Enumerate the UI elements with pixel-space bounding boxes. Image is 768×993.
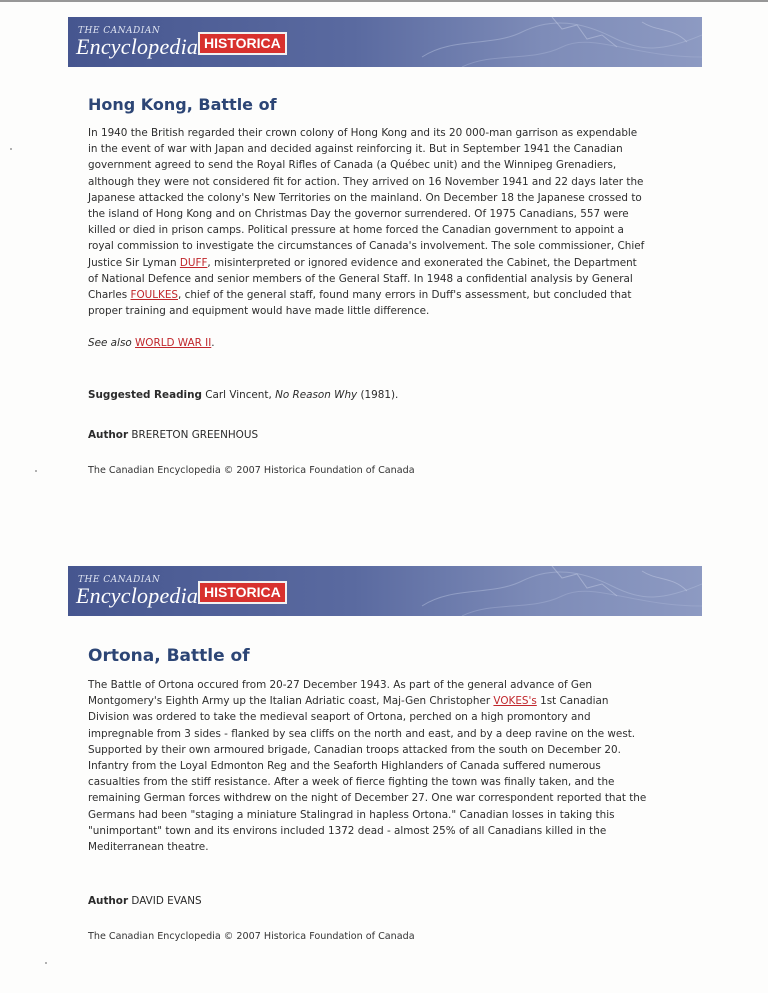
article-title: Hong Kong, Battle of xyxy=(88,95,277,114)
link-world-war-ii[interactable]: WORLD WAR II xyxy=(135,337,212,350)
brand-logo-text: Encyclopedia xyxy=(76,34,199,59)
body-text: The Battle of Ortona occured from 20-27 December 1943. As part of the general advance of Gen Montgomery's Eighth Army up the Italian Adriatic coast, Maj-Gen Christopher xyxy=(88,679,592,708)
reading-author: Carl Vincent, xyxy=(205,389,272,402)
suggested-reading xyxy=(88,387,648,403)
see-also-label: See also xyxy=(88,337,132,350)
brand-small-text: THE CANADIAN xyxy=(78,26,161,36)
author-line xyxy=(88,427,648,443)
author-line xyxy=(88,893,648,909)
article-body xyxy=(88,125,648,319)
reading-year: (1981). xyxy=(360,389,399,402)
body-text: 1st Canadian Division was ordered to take the medieval seaport of Ortona, perched on a high promontory and impregnable from 3 sides - flanked by sea cliffs on the north and east, and by a deep ravine on the west. Supported by their own armoured brigade, Canadian troops attacked from the south on December 20. Infantry from the Loyal Edmonton Reg and the Seaforth Highlanders of Canada suffered numerous casualties from the stiff resistance. After a week of fierce fighting the town was finally taken, and the remaining German forces withdrew on the night of December 27. One war correspondent reported that the Germans had been "staging a miniature Stalingrad in hapless Ortona." Canadian losses in taking this "unimportant" town and its environs included 1372 dead - almost 25% of all Canadians killed in the Mediterranean theatre. xyxy=(88,695,647,854)
punctuation: . xyxy=(211,337,215,350)
world-map-graphic xyxy=(402,17,702,67)
suggested-reading-label: Suggested Reading xyxy=(88,389,202,402)
scan-speck xyxy=(35,470,37,472)
body-text: , misinterpreted or ignored evidence and exonerated the Cabinet, the Department of National Defence and senior members of the General Staff. In 1948 a confidential analysis by General Charles xyxy=(88,256,637,302)
article-ortona xyxy=(88,646,648,942)
link-vokes[interactable]: VOKES's xyxy=(493,695,537,708)
see-also-line xyxy=(88,335,648,351)
author-name: BRERETON GREENHOUS xyxy=(131,429,259,442)
reading-title: No Reason Why xyxy=(275,389,358,402)
body-text: In 1940 the British regarded their crown colony of Hong Kong and its 20 000-man garrison as expendable in the event of war with Japan and decided against reinforcing it. But in September 1941 the Canadian government agreed to send the Royal Rifles of Canada (a Québec unit) and the Winnipeg Grenadiers, although they were not considered fit for action. They arrived on 16 November 1941 and 22 days later the Japanese attacked the colony's New Territories on the mainland. On December 18 the Japanese crossed to the island of Hong Kong and on Christmas Day the governor surrendered. Of 1975 Canadians, 557 were killed or died in prison camps. Political pressure at home forced the Canadian government to appoint a royal commission to investigate the circumstances of Canada's involvement. The sole commissioner, Chief Justice Sir Lyman xyxy=(88,127,645,269)
article-title: Ortona, Battle of xyxy=(88,646,250,666)
historica-badge: HISTORICA xyxy=(198,581,287,604)
article-hong-kong xyxy=(88,95,648,476)
historica-badge: HISTORICA xyxy=(198,32,287,55)
scan-speck xyxy=(45,962,47,964)
encyclopedia-banner xyxy=(68,17,702,67)
link-foulkes[interactable]: FOULKES xyxy=(130,289,179,302)
article-body xyxy=(88,677,648,855)
copyright-notice: The Canadian Encyclopedia © 2007 Historica Foundation of Canada xyxy=(88,931,415,943)
link-duff[interactable]: DUFF xyxy=(179,256,208,269)
scan-edge-line xyxy=(0,0,768,2)
author-label: Author xyxy=(88,429,129,442)
author-name: DAVID EVANS xyxy=(131,895,202,908)
copyright-notice: The Canadian Encyclopedia © 2007 Historica Foundation of Canada xyxy=(88,465,415,477)
body-text: , chief of the general staff, found many errors in Duff's assessment, but concluded that proper training and equipment would have made little difference. xyxy=(88,289,632,318)
world-map-graphic xyxy=(402,566,702,616)
brand-small-text: THE CANADIAN xyxy=(78,575,161,585)
scan-speck xyxy=(10,148,12,150)
brand-logo-text: Encyclopedia xyxy=(76,583,199,608)
encyclopedia-banner xyxy=(68,566,702,616)
author-label: Author xyxy=(88,895,129,908)
